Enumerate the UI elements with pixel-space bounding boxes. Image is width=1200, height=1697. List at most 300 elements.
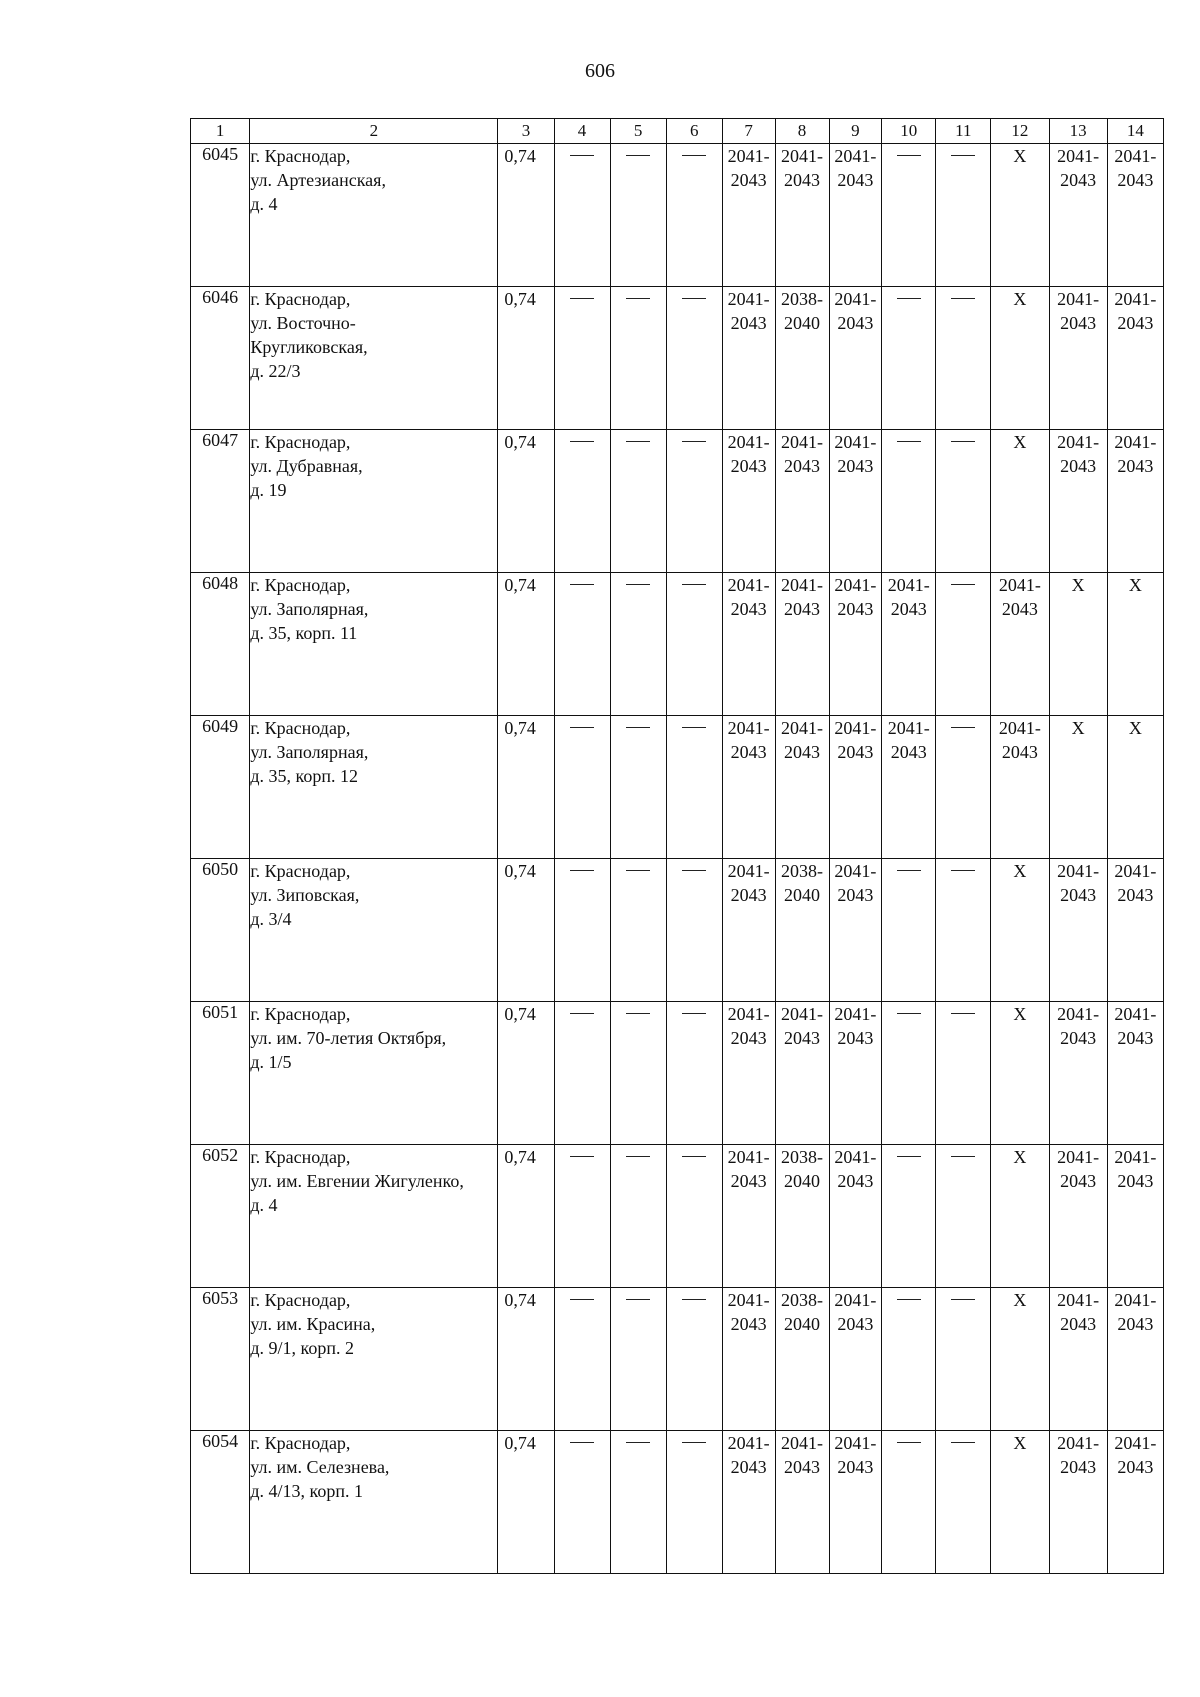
value-line: 2043 [784,742,821,762]
data-table [190,118,1164,1574]
value-line: 2043 [784,599,821,619]
value-line: 2041- [834,1433,877,1453]
value-line: 2043 [1060,1028,1097,1048]
address-line: д. 3/4 [250,909,292,929]
value-line: 2041- [1114,1147,1157,1167]
address-line: д. 9/1, корп. 2 [250,1338,354,1358]
value-cell-14 [1107,859,1163,1002]
column-header: 4 [554,119,610,144]
value-line: 2041- [727,1290,770,1310]
value-line: 2043 [730,1028,767,1048]
dash-mark [951,727,975,728]
value-line: X [1013,1290,1027,1310]
value-cell-3 [498,859,554,1002]
row-id-cell: 6051 [191,1002,250,1145]
address-line: г. Краснодар, [250,575,351,595]
value-line: 2043 [1060,313,1097,333]
value-cell-3 [498,716,554,859]
value-line: 2043 [1060,1171,1097,1191]
value-line: 2041- [998,718,1041,738]
value-cell-11 [936,1002,991,1145]
value-line: 2043 [730,1171,767,1191]
value-line: 2041- [834,575,877,595]
value-text: 0,74 [504,1290,536,1310]
value-line: 2038- [781,861,824,881]
value-cell-14 [1107,144,1163,287]
address-line: г. Краснодар, [250,146,351,166]
value-cell-6 [666,716,722,859]
address-cell [250,859,498,1002]
value-cell-3 [498,573,554,716]
value-line: X [1013,1433,1027,1453]
value-line: 2043 [730,599,767,619]
address-line: ул. Заполярная, [250,599,369,619]
row-id-cell: 6052 [191,1145,250,1288]
dash-mark [570,727,594,728]
value-cell-13 [1049,573,1107,716]
column-header: 6 [666,119,722,144]
address-line: г. Краснодар, [250,289,351,309]
value-cell-4 [554,573,610,716]
value-cell-14 [1107,1145,1163,1288]
value-cell-13 [1049,1431,1107,1574]
table-row [191,1145,1164,1288]
value-cell-13 [1049,287,1107,430]
value-line: X [1013,1004,1027,1024]
dash-mark [897,1013,921,1014]
dash-mark [626,155,650,156]
value-line: 2040 [784,1314,821,1334]
column-header: 7 [722,119,775,144]
value-line: 2038- [781,289,824,309]
dash-mark [570,1442,594,1443]
table-row [191,716,1164,859]
value-line: 2041- [727,1147,770,1167]
value-cell-6 [666,1431,722,1574]
value-cell-12 [991,1002,1049,1145]
dash-mark [951,870,975,871]
dash-mark [626,298,650,299]
dash-mark [951,441,975,442]
value-text: 0,74 [504,146,536,166]
value-cell-7 [722,1145,775,1288]
value-line: 2043 [1060,456,1097,476]
value-cell-4 [554,1145,610,1288]
value-line: 2043 [784,170,821,190]
value-line: 2041- [1057,432,1100,452]
row-id-cell: 6046 [191,287,250,430]
dash-mark [682,584,706,585]
dash-mark [570,298,594,299]
table-row [191,859,1164,1002]
dash-mark [897,870,921,871]
dash-mark [951,155,975,156]
table-row [191,1431,1164,1574]
value-cell-14 [1107,1002,1163,1145]
value-line: 2041- [727,861,770,881]
value-cell-4 [554,287,610,430]
dash-mark [897,1156,921,1157]
value-cell-10 [882,1002,936,1145]
dash-mark [570,155,594,156]
value-line: 2043 [837,885,874,905]
row-id-cell: 6054 [191,1431,250,1574]
dash-mark [951,298,975,299]
dash-mark [626,1299,650,1300]
value-text: 0,74 [504,1147,536,1167]
value-line: 2041- [781,718,824,738]
dash-mark [682,870,706,871]
value-text: 0,74 [504,575,536,595]
value-line: X [1013,289,1027,309]
value-line: 2041- [834,146,877,166]
value-cell-6 [666,430,722,573]
dash-mark [626,727,650,728]
dash-mark [951,1013,975,1014]
value-line: 2043 [1117,170,1154,190]
value-cell-5 [610,1288,666,1431]
value-line: 2043 [1001,742,1038,762]
dash-mark [570,441,594,442]
value-cell-5 [610,716,666,859]
value-line: 2041- [781,146,824,166]
value-cell-10 [882,859,936,1002]
value-cell-11 [936,573,991,716]
value-line: X [1013,1147,1027,1167]
value-cell-5 [610,859,666,1002]
value-cell-13 [1049,1288,1107,1431]
value-line: 2041- [1057,289,1100,309]
value-cell-6 [666,1288,722,1431]
table-row [191,1002,1164,1145]
value-cell-10 [882,430,936,573]
value-line: 2043 [1060,1314,1097,1334]
dash-mark [682,298,706,299]
value-text: 0,74 [504,718,536,738]
value-cell-10 [882,1145,936,1288]
dash-mark [897,155,921,156]
dash-mark [682,1442,706,1443]
value-line: 2040 [784,313,821,333]
value-line: 2043 [837,313,874,333]
value-line: 2041- [1114,1004,1157,1024]
value-cell-11 [936,859,991,1002]
value-line: 2041- [727,146,770,166]
value-line: 2041- [834,861,877,881]
table-row [191,430,1164,573]
value-cell-9 [829,144,882,287]
dash-mark [626,584,650,585]
dash-mark [626,441,650,442]
value-line: 2043 [1117,1028,1154,1048]
value-line: 2041- [1114,146,1157,166]
column-header: 9 [829,119,882,144]
value-cell-14 [1107,287,1163,430]
value-cell-9 [829,287,882,430]
value-line: 2040 [784,1171,821,1191]
value-line: X [1013,861,1027,881]
value-cell-6 [666,287,722,430]
dash-mark [682,441,706,442]
dash-mark [951,1442,975,1443]
value-line: 2043 [1117,885,1154,905]
value-cell-7 [722,859,775,1002]
value-line: 2041- [1057,1290,1100,1310]
value-line: 2043 [1060,170,1097,190]
dash-mark [682,1013,706,1014]
value-cell-14 [1107,716,1163,859]
value-cell-10 [882,1431,936,1574]
value-line: 2038- [781,1147,824,1167]
value-line: 2041- [727,432,770,452]
value-cell-5 [610,144,666,287]
column-header: 14 [1107,119,1163,144]
address-line: ул. им. Селезнева, [250,1457,390,1477]
value-line: 2041- [834,718,877,738]
value-line: 2043 [1117,1457,1154,1477]
value-cell-14 [1107,1288,1163,1431]
dash-mark [626,1013,650,1014]
value-line: 2043 [730,1314,767,1334]
dash-mark [897,441,921,442]
value-line: 2043 [1001,599,1038,619]
value-cell-8 [775,287,829,430]
value-line: 2041- [887,575,930,595]
value-cell-7 [722,430,775,573]
dash-mark [570,1156,594,1157]
value-cell-13 [1049,1145,1107,1288]
value-line: 2041- [1114,1433,1157,1453]
value-cell-8 [775,1002,829,1145]
address-line: г. Краснодар, [250,1004,351,1024]
value-line: 2041- [834,1147,877,1167]
value-cell-5 [610,430,666,573]
dash-mark [897,298,921,299]
value-cell-12 [991,859,1049,1002]
dash-mark [682,1156,706,1157]
table-row [191,1288,1164,1431]
value-text: 0,74 [504,432,536,452]
value-line: 2043 [837,170,874,190]
address-cell [250,430,498,573]
address-line: ул. им. 70-летия Октября, [250,1028,447,1048]
value-line: 2043 [784,1457,821,1477]
value-cell-7 [722,1002,775,1145]
value-cell-11 [936,144,991,287]
value-cell-9 [829,1145,882,1288]
value-line: X [1071,718,1085,738]
value-cell-5 [610,1002,666,1145]
dash-mark [626,1442,650,1443]
dash-mark [626,1156,650,1157]
value-cell-3 [498,144,554,287]
value-line: 2041- [1057,861,1100,881]
value-cell-10 [882,1288,936,1431]
address-line: ул. им. Евгении Жигуленко, [250,1171,464,1191]
value-line: 2041- [887,718,930,738]
value-cell-10 [882,144,936,287]
address-line: д. 19 [250,480,287,500]
value-cell-4 [554,1431,610,1574]
value-line: 2043 [890,599,927,619]
value-line: 2041- [727,1433,770,1453]
value-cell-9 [829,1288,882,1431]
address-line: ул. Заполярная, [250,742,369,762]
column-header: 5 [610,119,666,144]
value-cell-10 [882,287,936,430]
column-header: 2 [250,119,498,144]
dash-mark [682,727,706,728]
value-cell-7 [722,1431,775,1574]
value-line: 2043 [1117,313,1154,333]
row-id-cell: 6048 [191,573,250,716]
value-cell-9 [829,430,882,573]
value-line: 2041- [998,575,1041,595]
value-cell-12 [991,1288,1049,1431]
column-header: 13 [1049,119,1107,144]
value-line: 2041- [834,1290,877,1310]
dash-mark [570,584,594,585]
value-cell-4 [554,716,610,859]
address-line: ул. Восточно- [250,313,356,333]
value-cell-7 [722,287,775,430]
value-line: 2041- [727,1004,770,1024]
value-text: 0,74 [504,861,536,881]
value-cell-4 [554,1288,610,1431]
value-line: 2041- [834,1004,877,1024]
value-cell-4 [554,859,610,1002]
address-line: д. 4/13, корп. 1 [250,1481,363,1501]
value-line: X [1013,146,1027,166]
address-cell [250,573,498,716]
value-line: 2041- [781,575,824,595]
value-cell-11 [936,716,991,859]
value-cell-13 [1049,144,1107,287]
address-line: г. Краснодар, [250,1290,351,1310]
value-cell-12 [991,1431,1049,1574]
value-cell-8 [775,716,829,859]
value-cell-8 [775,430,829,573]
value-line: 2043 [1117,456,1154,476]
value-cell-6 [666,859,722,1002]
value-line: 2043 [730,1457,767,1477]
value-line: X [1071,575,1085,595]
address-cell [250,1002,498,1145]
dash-mark [682,155,706,156]
column-header: 12 [991,119,1049,144]
column-header: 3 [498,119,554,144]
value-cell-3 [498,1288,554,1431]
value-text: 0,74 [504,1433,536,1453]
value-cell-13 [1049,716,1107,859]
value-cell-6 [666,1002,722,1145]
dash-mark [951,584,975,585]
value-cell-13 [1049,859,1107,1002]
row-id-cell: 6049 [191,716,250,859]
value-line: 2043 [837,742,874,762]
dash-mark [570,1013,594,1014]
value-cell-8 [775,859,829,1002]
address-line: д. 35, корп. 11 [250,623,358,643]
dash-mark [570,870,594,871]
page-number: 606 [585,60,615,82]
value-cell-6 [666,573,722,716]
value-line: 2041- [834,432,877,452]
value-cell-11 [936,1288,991,1431]
address-line: г. Краснодар, [250,861,351,881]
value-line: 2041- [727,289,770,309]
value-cell-5 [610,573,666,716]
dash-mark [626,870,650,871]
value-line: 2043 [784,456,821,476]
value-line: 2041- [1057,1004,1100,1024]
value-cell-9 [829,859,882,1002]
value-line: X [1013,432,1027,452]
value-line: 2041- [1114,861,1157,881]
value-line: 2043 [1060,885,1097,905]
value-line: 2041- [781,432,824,452]
address-line: г. Краснодар, [250,718,351,738]
row-id-cell: 6050 [191,859,250,1002]
value-line: 2041- [1114,289,1157,309]
address-cell [250,287,498,430]
value-line: 2041- [1057,146,1100,166]
column-header: 10 [882,119,936,144]
value-line: 2041- [1114,432,1157,452]
address-line: Кругликовская, [250,337,368,357]
value-line: 2043 [730,885,767,905]
address-line: д. 1/5 [250,1052,292,1072]
value-cell-8 [775,1431,829,1574]
dash-mark [570,1299,594,1300]
table-row [191,573,1164,716]
value-cell-13 [1049,1002,1107,1145]
address-line: г. Краснодар, [250,1147,351,1167]
dash-mark [682,1299,706,1300]
table-row [191,287,1164,430]
value-cell-12 [991,144,1049,287]
value-line: 2041- [1057,1433,1100,1453]
value-cell-4 [554,144,610,287]
address-cell [250,1431,498,1574]
value-cell-14 [1107,430,1163,573]
value-cell-9 [829,573,882,716]
address-line: д. 4 [250,194,278,214]
value-line: 2040 [784,885,821,905]
value-cell-7 [722,1288,775,1431]
address-cell [250,144,498,287]
value-cell-9 [829,1002,882,1145]
value-cell-11 [936,430,991,573]
value-cell-9 [829,716,882,859]
table-row [191,144,1164,287]
value-cell-8 [775,1145,829,1288]
value-cell-11 [936,1431,991,1574]
value-cell-10 [882,573,936,716]
value-cell-5 [610,287,666,430]
value-cell-10 [882,716,936,859]
address-line: ул. Зиповская, [250,885,360,905]
value-line: 2041- [1114,1290,1157,1310]
value-cell-4 [554,430,610,573]
value-cell-14 [1107,1431,1163,1574]
value-cell-7 [722,573,775,716]
value-line: 2043 [890,742,927,762]
value-cell-6 [666,1145,722,1288]
column-header: 8 [775,119,829,144]
value-cell-3 [498,1002,554,1145]
value-cell-3 [498,1431,554,1574]
